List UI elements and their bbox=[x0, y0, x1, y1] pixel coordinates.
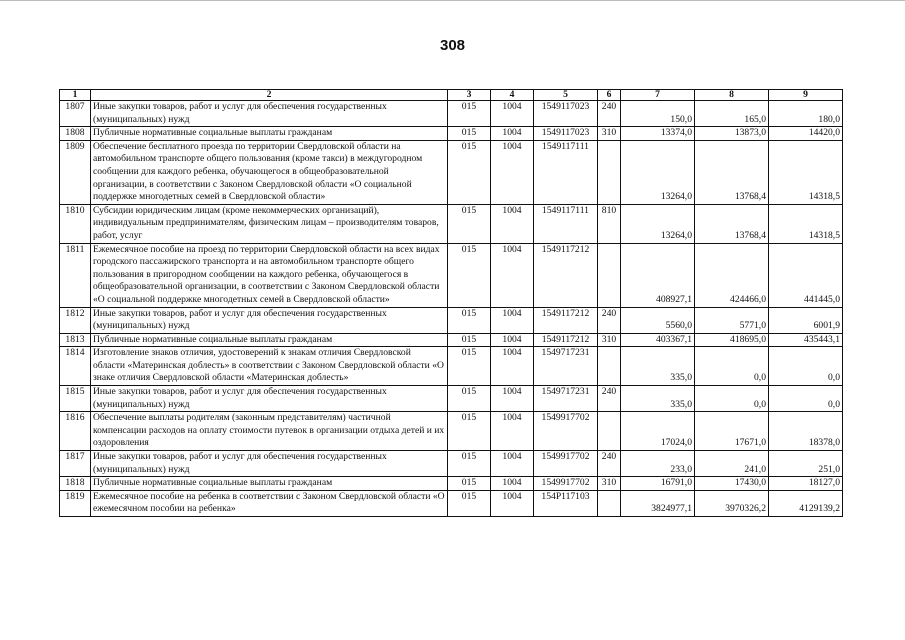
row-description: Иные закупки товаров, работ и услуг для обеспечения государственных (муниципальных) нужд bbox=[91, 451, 448, 477]
amount-col-9: 0,0 bbox=[769, 347, 843, 386]
amount-col-8: 13768,4 bbox=[695, 204, 769, 243]
amount-col-7: 233,0 bbox=[621, 451, 695, 477]
ministry-code: 015 bbox=[448, 386, 491, 412]
row-description: Ежемесячное пособие на проезд по территории Свердловской области на всех видах городского пассажирского транспорта и на автомобильном транспорте общего пользования в пригородном сообщении на каждого ребенка, обучающегося в общеобразовательной организации, в соответствии с Законом Свердловской области «О социальной поддержке многодетных семей в Свердловской области» bbox=[91, 243, 448, 307]
column-header: 6 bbox=[598, 90, 621, 101]
ministry-code: 015 bbox=[448, 347, 491, 386]
column-header: 8 bbox=[695, 90, 769, 101]
ministry-code: 015 bbox=[448, 243, 491, 307]
amount-col-8: 418695,0 bbox=[695, 333, 769, 347]
row-description: Обеспечение выплаты родителям (законным представителям) частичной компенсации расходов на оплату стоимости путевок в организации отдыха детей и их оздоровления bbox=[91, 412, 448, 451]
amount-col-9: 441445,0 bbox=[769, 243, 843, 307]
row-description: Иные закупки товаров, работ и услуг для обеспечения государственных (муниципальных) нужд bbox=[91, 101, 448, 127]
table-row bbox=[60, 347, 843, 386]
amount-col-8: 13873,0 bbox=[695, 127, 769, 141]
amount-col-7: 13264,0 bbox=[621, 140, 695, 204]
amount-col-7: 150,0 bbox=[621, 101, 695, 127]
table-row bbox=[60, 127, 843, 141]
column-header: 1 bbox=[60, 90, 91, 101]
section-code: 1004 bbox=[491, 333, 534, 347]
expense-type-code bbox=[598, 490, 621, 516]
row-description: Обеспечение бесплатного проезда по территории Свердловской области на автомобильном транспорте общего пользования (кроме такси) в междугородном сообщении для каждого ребенка, обучающегося в общеобразовательной организации, в соответствии с Законом Свердловской области «О социальной поддержке многодетных семей в Свердловской области» bbox=[91, 140, 448, 204]
amount-col-8: 17430,0 bbox=[695, 477, 769, 491]
ministry-code: 015 bbox=[448, 477, 491, 491]
row-number: 1815 bbox=[60, 386, 91, 412]
amount-col-7: 3824977,1 bbox=[621, 490, 695, 516]
amount-col-7: 13264,0 bbox=[621, 204, 695, 243]
column-header: 2 bbox=[91, 90, 448, 101]
section-code: 1004 bbox=[491, 477, 534, 491]
row-number: 1816 bbox=[60, 412, 91, 451]
target-article-code: 1549917702 bbox=[534, 412, 598, 451]
amount-col-9: 4129139,2 bbox=[769, 490, 843, 516]
column-header: 3 bbox=[448, 90, 491, 101]
expense-type-code: 240 bbox=[598, 386, 621, 412]
column-header: 9 bbox=[769, 90, 843, 101]
amount-col-7: 335,0 bbox=[621, 347, 695, 386]
table-row bbox=[60, 140, 843, 204]
table-body bbox=[60, 101, 843, 517]
section-code: 1004 bbox=[491, 451, 534, 477]
expense-type-code: 810 bbox=[598, 204, 621, 243]
amount-col-7: 335,0 bbox=[621, 386, 695, 412]
ministry-code: 015 bbox=[448, 204, 491, 243]
section-code: 1004 bbox=[491, 140, 534, 204]
target-article-code: 1549117212 bbox=[534, 333, 598, 347]
amount-col-7: 13374,0 bbox=[621, 127, 695, 141]
ministry-code: 015 bbox=[448, 490, 491, 516]
row-number: 1809 bbox=[60, 140, 91, 204]
row-number: 1813 bbox=[60, 333, 91, 347]
target-article-code: 1549717231 bbox=[534, 347, 598, 386]
target-article-code: 1549917702 bbox=[534, 477, 598, 491]
table-header-row bbox=[60, 90, 843, 101]
expense-type-code bbox=[598, 347, 621, 386]
target-article-code: 1549117212 bbox=[534, 243, 598, 307]
section-code: 1004 bbox=[491, 347, 534, 386]
target-article-code: 1549917702 bbox=[534, 451, 598, 477]
row-number: 1810 bbox=[60, 204, 91, 243]
table-row bbox=[60, 243, 843, 307]
row-description: Ежемесячное пособие на ребенка в соответствии с Законом Свердловской области «О ежемесячном пособии на ребенка» bbox=[91, 490, 448, 516]
amount-col-7: 5560,0 bbox=[621, 307, 695, 333]
page-number: 308 bbox=[439, 37, 466, 54]
amount-col-9: 0,0 bbox=[769, 386, 843, 412]
table-row bbox=[60, 490, 843, 516]
section-code: 1004 bbox=[491, 127, 534, 141]
amount-col-9: 14318,5 bbox=[769, 204, 843, 243]
expense-type-code: 310 bbox=[598, 127, 621, 141]
row-description: Публичные нормативные социальные выплаты гражданам bbox=[91, 477, 448, 491]
budget-table-container bbox=[59, 89, 842, 517]
amount-col-8: 17671,0 bbox=[695, 412, 769, 451]
table-row bbox=[60, 451, 843, 477]
target-article-code: 1549117111 bbox=[534, 204, 598, 243]
column-header: 7 bbox=[621, 90, 695, 101]
amount-col-9: 180,0 bbox=[769, 101, 843, 127]
ministry-code: 015 bbox=[448, 140, 491, 204]
target-article-code: 1549717231 bbox=[534, 386, 598, 412]
row-number: 1817 bbox=[60, 451, 91, 477]
amount-col-8: 0,0 bbox=[695, 386, 769, 412]
scan-edge-line bbox=[0, 0, 905, 1]
amount-col-8: 5771,0 bbox=[695, 307, 769, 333]
amount-col-8: 0,0 bbox=[695, 347, 769, 386]
amount-col-9: 18378,0 bbox=[769, 412, 843, 451]
target-article-code: 1549117212 bbox=[534, 307, 598, 333]
section-code: 1004 bbox=[491, 243, 534, 307]
ministry-code: 015 bbox=[448, 101, 491, 127]
table-row bbox=[60, 412, 843, 451]
amount-col-9: 435443,1 bbox=[769, 333, 843, 347]
ministry-code: 015 bbox=[448, 127, 491, 141]
target-article-code: 154P117103 bbox=[534, 490, 598, 516]
row-number: 1814 bbox=[60, 347, 91, 386]
row-description: Иные закупки товаров, работ и услуг для обеспечения государственных (муниципальных) нужд bbox=[91, 386, 448, 412]
amount-col-7: 408927,1 bbox=[621, 243, 695, 307]
column-header: 5 bbox=[534, 90, 598, 101]
amount-col-9: 6001,9 bbox=[769, 307, 843, 333]
amount-col-9: 14318,5 bbox=[769, 140, 843, 204]
row-number: 1812 bbox=[60, 307, 91, 333]
amount-col-9: 251,0 bbox=[769, 451, 843, 477]
column-header: 4 bbox=[491, 90, 534, 101]
amount-col-8: 3970326,2 bbox=[695, 490, 769, 516]
ministry-code: 015 bbox=[448, 451, 491, 477]
target-article-code: 1549117023 bbox=[534, 101, 598, 127]
ministry-code: 015 bbox=[448, 412, 491, 451]
row-description: Публичные нормативные социальные выплаты гражданам bbox=[91, 127, 448, 141]
amount-col-7: 17024,0 bbox=[621, 412, 695, 451]
expense-type-code: 310 bbox=[598, 333, 621, 347]
expense-type-code bbox=[598, 140, 621, 204]
expense-type-code bbox=[598, 412, 621, 451]
amount-col-9: 18127,0 bbox=[769, 477, 843, 491]
table-row bbox=[60, 386, 843, 412]
row-description: Иные закупки товаров, работ и услуг для обеспечения государственных (муниципальных) нужд bbox=[91, 307, 448, 333]
section-code: 1004 bbox=[491, 101, 534, 127]
row-number: 1811 bbox=[60, 243, 91, 307]
section-code: 1004 bbox=[491, 386, 534, 412]
expense-type-code bbox=[598, 243, 621, 307]
target-article-code: 1549117111 bbox=[534, 140, 598, 204]
table-row bbox=[60, 204, 843, 243]
expense-type-code: 240 bbox=[598, 451, 621, 477]
table-row bbox=[60, 307, 843, 333]
row-number: 1807 bbox=[60, 101, 91, 127]
expense-type-code: 310 bbox=[598, 477, 621, 491]
row-description: Публичные нормативные социальные выплаты гражданам bbox=[91, 333, 448, 347]
amount-col-7: 403367,1 bbox=[621, 333, 695, 347]
ministry-code: 015 bbox=[448, 307, 491, 333]
budget-table bbox=[59, 89, 843, 517]
amount-col-8: 13768,4 bbox=[695, 140, 769, 204]
ministry-code: 015 bbox=[448, 333, 491, 347]
expense-type-code: 240 bbox=[598, 101, 621, 127]
row-description: Субсидии юридическим лицам (кроме некоммерческих организаций), индивидуальным предпринимателям, физическим лицам – производителям товаров, работ, услуг bbox=[91, 204, 448, 243]
section-code: 1004 bbox=[491, 412, 534, 451]
amount-col-7: 16791,0 bbox=[621, 477, 695, 491]
expense-type-code: 240 bbox=[598, 307, 621, 333]
table-row bbox=[60, 101, 843, 127]
row-description: Изготовление знаков отличия, удостоверений к знакам отличия Свердловской области «Материнская доблесть» в соответствии с Законом Свердловской области «О знаке отличия Свердловской области «Материнская доблесть» bbox=[91, 347, 448, 386]
amount-col-8: 424466,0 bbox=[695, 243, 769, 307]
row-number: 1808 bbox=[60, 127, 91, 141]
section-code: 1004 bbox=[491, 307, 534, 333]
amount-col-9: 14420,0 bbox=[769, 127, 843, 141]
amount-col-8: 165,0 bbox=[695, 101, 769, 127]
table-row bbox=[60, 333, 843, 347]
target-article-code: 1549117023 bbox=[534, 127, 598, 141]
amount-col-8: 241,0 bbox=[695, 451, 769, 477]
section-code: 1004 bbox=[491, 204, 534, 243]
row-number: 1819 bbox=[60, 490, 91, 516]
table-row bbox=[60, 477, 843, 491]
section-code: 1004 bbox=[491, 490, 534, 516]
row-number: 1818 bbox=[60, 477, 91, 491]
